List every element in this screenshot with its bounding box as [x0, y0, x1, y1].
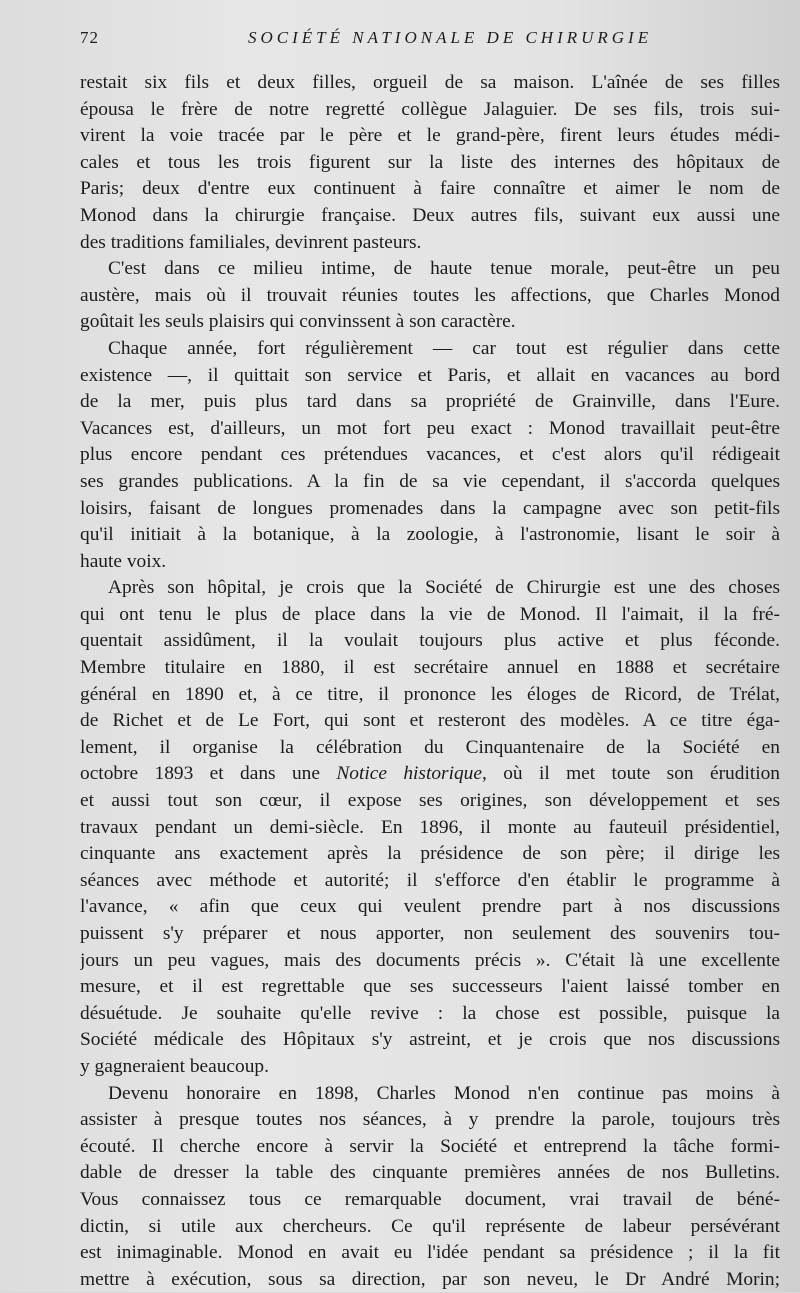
running-header — [80, 28, 780, 52]
text-line: plus encore pendant ces prétendues vacances, et c'est alors qu'il rédigeait — [80, 444, 780, 466]
text-line: restait six fils et deux filles, orgueil de sa maison. L'aînée de ses filles — [80, 72, 780, 93]
text-line: Paris; deux d'entre eux continuent à faire connaître et aimer le nom de — [80, 178, 780, 200]
text-line: lement, il organise la célébration du Cinquantenaire de la Société en — [80, 736, 780, 758]
text-line: octobre 1893 et dans une Notice historique, où il met toute son érudition — [80, 763, 780, 785]
text-line: goûtait les seuls plaisirs qui convinssent à son caractère. — [80, 311, 516, 333]
text-line: travaux pendant un demi-siècle. En 1896, il monte au fauteuil présidentiel, — [80, 816, 780, 838]
text-line: Membre titulaire en 1880, il est secrétaire annuel en 1888 et secrétaire — [80, 657, 780, 679]
text-line: de Richet et de Le Fort, qui sont et resteront des modèles. A ce titre éga- — [80, 710, 780, 732]
text-line: Après son hôpital, je crois que la Société de Chirurgie est une des choses — [108, 577, 780, 599]
text-line: dictin, si utile aux chercheurs. Ce qu'il représente de labeur persévérant — [80, 1215, 780, 1237]
text-line: jours un peu vagues, mais des documents précis ». C'était là une excellente — [80, 949, 780, 971]
text-line: Vous connaissez tous ce remarquable document, vrai travail de béné- — [80, 1188, 780, 1210]
running-title: SOCIÉTÉ NATIONALE DE CHIRURGIE — [248, 28, 653, 47]
text-line: haute voix. — [80, 550, 167, 572]
text-line: mesure, et il est regrettable que ses successeurs l'aient laissé tomber en — [80, 976, 780, 998]
text-line: épousa le frère de notre regretté collègue Jalaguier. De ses fils, trois sui- — [80, 98, 780, 120]
text-line: existence —, il quittait son service et Paris, et allait en vacances au bord — [80, 364, 780, 386]
text-line: C'est dans ce milieu intime, de haute tenue morale, peut-être un peu — [108, 258, 780, 280]
text-line: mettre à exécution, sous sa direction, par son neveu, le Dr André Morin; — [80, 1268, 780, 1290]
text-line: Société médicale des Hôpitaux s'y astreint, et je crois que nos discussions — [80, 1029, 780, 1051]
text-line: y gagneraient beaucoup. — [80, 1055, 269, 1077]
body-text — [80, 70, 780, 1293]
text-line: séances avec méthode et autorité; il s'efforce d'en établir le programme à — [80, 869, 780, 891]
text-line: général en 1890 et, à ce titre, il prononce les éloges de Ricord, de Trélat, — [80, 683, 780, 705]
text-line: Vacances est, d'ailleurs, un mot fort peu exact : Monod travaillait peut-être — [80, 417, 780, 439]
text-line: ses grandes publications. A la fin de sa vie cependant, il s'accorda quelques — [80, 470, 780, 492]
text-line: loisirs, faisant de longues promenades dans la campagne avec son petit-fils — [80, 497, 780, 519]
text-line: des traditions familiales, devinrent pasteurs. — [80, 231, 422, 253]
text-line: Devenu honoraire en 1898, Charles Monod n'en continue pas moins à — [108, 1082, 780, 1104]
text-line: Monod dans la chirurgie française. Deux autres fils, suivant eux aussi une — [80, 204, 780, 226]
text-line: qui ont tenu le plus de place dans la vie de Monod. Il l'aimait, il la fré- — [80, 603, 780, 625]
text-line: quentait assidûment, il la voulait toujours plus active et plus féconde. — [80, 630, 780, 652]
text-line: de la mer, puis plus tard dans sa propriété de Grainville, dans l'Eure. — [80, 391, 780, 413]
text-line: Chaque année, fort régulièrement — car tout est régulier dans cette — [108, 337, 780, 359]
text-line: l'avance, « afin que ceux qui veulent prendre part à nos discussions — [80, 896, 780, 918]
text-line: cales et tous les trois figurent sur la liste des internes des hôpitaux de — [80, 151, 780, 173]
text-line: austère, mais où il trouvait réunies toutes les affections, que Charles Monod — [80, 284, 780, 306]
text-line: assister à presque toutes nos séances, à y prendre la parole, toujours très — [80, 1109, 780, 1131]
text-line: écouté. Il cherche encore à servir la Société et entreprend la tâche formi- — [80, 1135, 780, 1157]
text-line: et aussi tout son cœur, il expose ses origines, son développement et ses — [80, 790, 780, 812]
text-line: cinquante ans exactement après la présidence de son père; il dirige les — [80, 843, 780, 865]
text-line: est inimaginable. Monod en avait eu l'idée pendant sa présidence ; il la fit — [80, 1242, 780, 1264]
text-line: dable de dresser la table des cinquante premières années de nos Bulletins. — [80, 1162, 780, 1184]
text-line: désuétude. Je souhaite qu'elle revive : la chose est possible, puisque la — [80, 1002, 780, 1024]
text-line: virent la voie tracée par le père et le grand-père, firent leurs études médi- — [80, 125, 780, 147]
text-line: qu'il initiait à la botanique, à la zoologie, à l'astronomie, lisant le soir à — [80, 524, 780, 546]
page-number: 72 — [80, 28, 99, 47]
text-line: puissent s'y préparer et nous apporter, non seulement des souvenirs tou- — [80, 923, 780, 944]
